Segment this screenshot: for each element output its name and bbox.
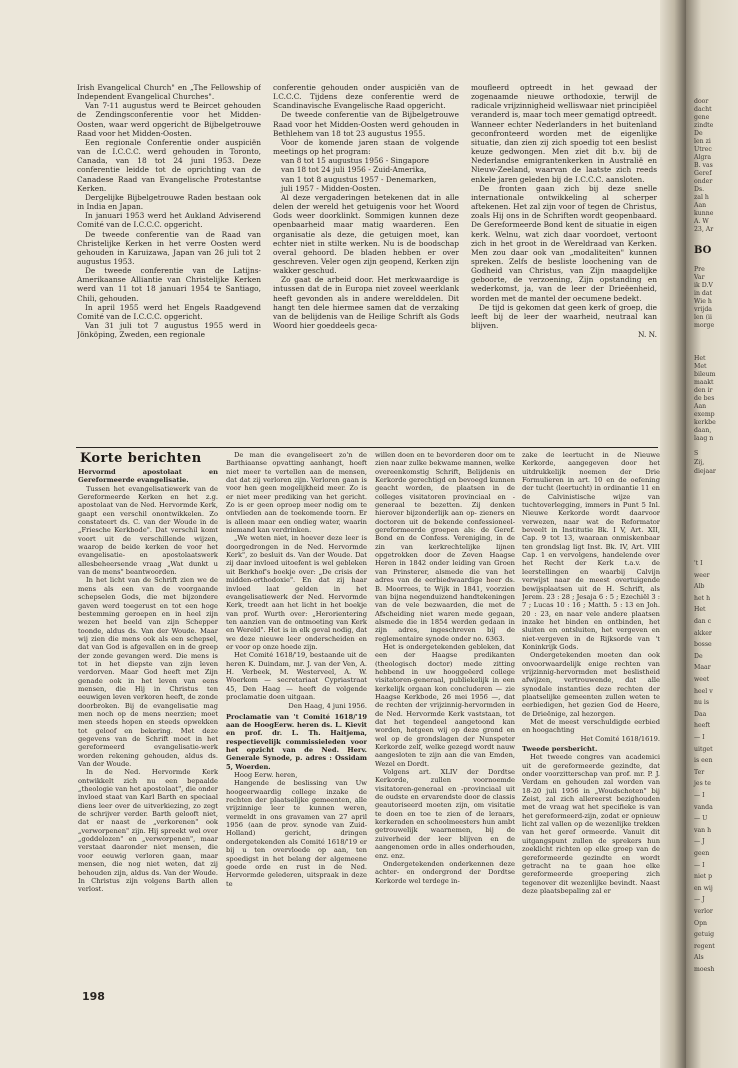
facing-page-text: de bes xyxy=(694,395,715,402)
facing-page-text: zindte xyxy=(694,122,714,129)
author-signature: N. N. xyxy=(637,330,657,340)
facing-page-text: kerkbe xyxy=(694,419,716,426)
committee-signature: Het Comité 1618/1619. xyxy=(580,734,660,743)
facing-page-text: is een xyxy=(694,757,713,765)
paragraph: Het is ondergetekenden gebleken, dat een der Haagse predikanten (theologisch doctor) mede zitting hebbend in uw hooggeëerd college visitatoren-generaal, publiekelijk in een kerkelijk orgaan kon concluderen — zie Haagse Kerkbode, 26 mei 1956 —, dat de rechten der vrijzinnig-hervormden in de Ned. Hervormde Kerk vaststaan, tot dat het tegendeel aangetoond kan worden, hetgeen wij op deze grond en wel op de grondslagen der Nunspeter Kerkorde zelf, welke gezegd wordt nauw aangesloten te zijn aan die van Emden, Wezel en Dordt. xyxy=(375,642,515,768)
facing-page-text: akker xyxy=(694,629,712,637)
paragraph: In het licht van de Schrift zien we de mens als een van de voorgaande schepselen Gods, die met bijzondere gaven werd toegerust en tot een hoge bestemming geroepen en in heel zijn wezen het beeld van zijn Schepper toonde, aldus ds. Van der Woude. Maar wij zien die mens ook als een schepsel, dat van God is afgevallen en in de greep der zonde gevangen werd. Die mens is tot in het diepste van zijn leven verdorven. Maar God heeft met Zijn genade ook in het leven van eens mensen, die Hij in Christus ten eeuwigen leven verkoren heeft, de zonde doorbroken. Bij de evangelisatie mag men noch op de mens neerzien; moet men steeds hopen en steeds opwekken tot geloof en bekering. Met deze gegevens van de Schrift moet in het gereformeerd evangelisatie-werk worden rekening gehouden, aldus ds. Van der Woude. xyxy=(78,576,218,769)
facing-page-text: daan, xyxy=(694,427,712,434)
facing-page-text: kunne xyxy=(694,210,714,217)
facing-page-text: — I xyxy=(694,792,705,799)
facing-page-text: Ds. xyxy=(694,186,705,193)
facing-page-text: De xyxy=(694,130,703,137)
facing-page-text: weet xyxy=(694,676,710,683)
paragraph: Zo gaat de arbeid door. Het merkwaardige is intussen dat de in Europa niet zoveel weerklank heeft gevonden als in andere werelddelen. Dit hangt ten dele hiermee samen dat de verzaking van de belijdenis van de Heilige Schrift als Gods Woord hier goeddeels geca- xyxy=(273,275,459,331)
facing-page-text: Als xyxy=(694,954,704,962)
facing-page-text: laag n xyxy=(694,435,714,442)
bottom-column-3 xyxy=(375,451,515,978)
facing-page-text: van h xyxy=(694,826,712,834)
paragraph: Hangende de beslissing van Uw hoogeerwaardig college inzake de rechten der plaatselijke gemeenten, alle vrijzinnige leer te kunnen weren, vermeldt in ons gravamen van 27 april 1956 (aan de prov. synode van Zuid-Holland) gericht, dringen ondergetekenden als Comité 1618/'19 er bij u ten overvloede op aan, ten spoedigst in het belang der algemeene goede orde en rust in de Ned. Hervormde gelederen, uitspraak in deze te xyxy=(226,779,367,888)
facing-page-text: getuig xyxy=(694,931,715,939)
facing-page-text: regent xyxy=(694,942,715,950)
paragraph: In de Ned. Hervormde Kerk ontwikkelt zich nu een bepaalde „theologie van het apostolaat", die onder invloed staat van Karl Barth en speciaal diens leer over de uitverkiezing, zo zegt de schrijver verder. Barth gelooft niet, dat er naast de „verkorenen" ook „verworpenen" zijn. Hij spreekt wel over „goddelozen" en „verworpenen", maar verstaat daaronder niet mensen, die voor eeuwig verloren gaan, maar mensen, die nog niet weten, dat zij behouden zijn, aldus ds. Van der Woude. In Christus zijn volgens Barth allen verlost. xyxy=(78,768,218,894)
facing-page-text: ik D.V xyxy=(694,282,713,289)
paragraph: De man die evangeliseert zo'n de Barthiaanse opvatting aanhangt, hoeft niet meer te vertellen aan de mensen, dat dat zij verloren zijn. Verloren gaan is voor hen geen mogelijkheid meer. Zo is er niet meer prediking van het gericht. Zo is er geen oproep meer nodig om te ontvlieden aan de toekomende toorn. Er is alleen maar een ondieg water, waarin niemand kan verdrinken. xyxy=(226,451,367,535)
facing-page-text: 23, Ar xyxy=(694,226,714,233)
paragraph: willen doen en te bevorderen door om te zien naar zulke bekwame mannen, welke overeenkomstig Schrift, Belijdenis en Kerkorde gerechtigd en bevoegd kunnen geacht worden, de plaatsen in de colleges visitatoren provinciaal en -generaal te bezetten. Zij denken hierover bijzonderlijk aan op- zieners en doctoren uit de bekende confessioneel-gereformeerde groepen als: de Geref. Bond en de Confess. Vereniging, in de zin van kerkrechtelijke lijnen opgetrokken door de Zeven Haagse Heren in 1842 onder leiding van Groen van Prinsterer, alsmede die van het adres van de eerbiedwaardige heer ds. B. Moorrees, te Wijk in 1841, voorzien van bijna negenduizend handtekeningen van de vele bezwaarden, die met de Afscheiding niet waren mede gegaan, alsmede die in 1854 werden gedaan in zijn adres, ingeschreven bij de reglementaire synode onder no. 6363. xyxy=(375,451,515,643)
paragraph: Voor de komende jaren staan de volgende meetings op het program: xyxy=(273,137,459,157)
facing-page-text: Maar xyxy=(694,664,711,672)
facing-page-fragment xyxy=(686,0,738,1068)
facing-page-text: len zi xyxy=(694,138,711,145)
paragraph: De tweede conferentie van de Bijbelgetrouwe Raad voor het Midden-Oosten werd gehouden in Bethlehem van 18 tot 23 augustus 1955. xyxy=(273,110,459,138)
facing-page-text: weer xyxy=(694,571,710,579)
facing-page-text: Met xyxy=(694,363,707,370)
paragraph: De tweede conferentie van de Latijns-Amerikaanse Alliantie van Christelijke Kerken werd van 11 tot 18 januari 1954 te Santiago, Chili, gehouden. xyxy=(77,266,261,303)
facing-page-text: 't I xyxy=(694,560,703,567)
page-number: 198 xyxy=(82,990,105,1003)
top-column-2 xyxy=(273,83,459,383)
facing-page-text: A. W xyxy=(694,218,709,225)
facing-page-text: Pre xyxy=(694,266,705,273)
paragraph: Van 31 juli tot 7 augustus 1955 werd in Jönköping, Zweden, een regionale xyxy=(77,321,261,340)
paragraph: Het tweede congres van academici uit de gereformeerde gezindte, dat onder voorzitterschap van prof. mr. P. J. Verdam en gehouden zal worden van 18-20 juli 1956 in „Woudschoten" bij Zeist, zal zich allereerst bezighouden met de vraag wat het specifieke is van het gereformeerd-zijn, zodat er opnieuw licht zal vallen op de wezenlijke trekken van het geref ormeerde. Vanuit dit uitgangspunt zullen de sprekers hun zoeklicht richten op elke groep van de gereformeerde gezindte en wordt getracht na te gaan hoe elke gereformeerde groepering zich tegenover dit wezenlijke bevindt. Naast deze plaatsbepaling zal er xyxy=(522,753,660,895)
facing-page-text: — I xyxy=(694,734,705,741)
facing-page-text: en wij xyxy=(694,884,713,892)
facing-page-text: bileum xyxy=(694,371,716,378)
facing-page-text: dacht xyxy=(694,106,712,113)
facing-page-text: gene xyxy=(694,114,710,121)
facing-page-text: uitget xyxy=(694,745,713,753)
facing-page-text: Zij, xyxy=(694,459,705,466)
facing-page-text: het h xyxy=(694,594,711,602)
facing-page-text: den ir xyxy=(694,387,713,394)
facing-page-text: diejaar xyxy=(694,468,716,475)
facing-page-text: in dat xyxy=(694,290,713,297)
facing-page-text: Wie h xyxy=(694,298,712,305)
facing-page-text: Opn xyxy=(694,919,708,927)
paragraph: Het Comité 1618/'19, bestaande uit de heren K. Duindam, mr. J. van der Ven, A. H. Verbeek, M. Westerveel, A. W. Woerkom — secretariaat Cypriastraat 45, Den Haag — heeft de volgende proclamatie doen uitgaan. xyxy=(226,651,367,701)
paragraph: Al deze vergaderingen betekenen dat in alle delen der wereld het getuigenis voor het Woord Gods weer doorklinkt. Sommigen kunnen deze openbaarheid maar matig waarderen. Een organisatie als deze, die getuigen moet, kan echter niet in stilte werken. Nu is de boodschap overal gehoord. De bladen hebben er over geschreven. Veler ogen zijn geopend, Kerken zijn wakker geschud. xyxy=(273,192,459,276)
facing-page-text: onder xyxy=(694,178,713,185)
paragraph: Een regionale Conferentie onder auspiciën van de I.C.C.C. werd gehouden in Toronto, Canada, van 18 tot 24 juni 1953. Deze conferentie leidde tot de oprichting van de Canadese Raad van Evangelische Protestantse Kerken. xyxy=(77,137,261,193)
paragraph: De tweede conferentie van de Raad van Christelijke Kerken in het verre Oosten werd gehouden in Karuizawa, Japan van 26 juli tot 2 augustus 1953. xyxy=(77,229,261,266)
facing-page-text: Het xyxy=(694,606,706,614)
paragraph: Ondergetekenden moeten dan ook onvoorwaardelijk enige rechten van vrijzinnig-hervormden met beslistheid afwijzen, vertrouwende, dat alle synodale instanties deze rechten der plaatselijke gemeenten zullen weten te eerbiedigen, het gezien God de Heere, de Drieënige, zal hezorgen. xyxy=(522,651,660,718)
facing-page-text: S xyxy=(694,450,699,457)
paragraph: Ondergetekenden onderkennen deze achter- en ondergrond der Dordtse Kerkorde wel terdege in- xyxy=(375,859,515,885)
paragraph: De fronten gaan zich bij deze snelle internationale ontwikkeling al scherper aftekenen. Het zal zijn voor of tegen de Christus, zoals Hij ons in de Schriften wordt geopenbaard. De Gereformeerde Bond kent de situatie in eigen kerk. Welnu, wat zich daar voordoet, vertoont zich in het groot in de Wereldraad van Kerken. Men zou daar ook van „modaliteiten" kunnen spreken. Zelfs de besliste loochening van de Godheid van Christus, van Zijn maagdelijke geboorte, de verzoening, Zijn opstanding en wederkomst, ja, van de leer der Drieëenheid, worden met de mantel der oecumene bedekt. xyxy=(471,183,657,303)
top-column-1 xyxy=(77,83,261,383)
facing-page-text: moesh xyxy=(694,966,715,973)
facing-page-text: bosse xyxy=(694,641,712,649)
facing-page-text: — J xyxy=(694,838,705,846)
facing-page-text: geen xyxy=(694,850,710,857)
facing-page-text: — I xyxy=(694,861,705,869)
paragraph: In april 1955 werd het Engels Raadgevend Comité van de I.C.C.C. opgericht. xyxy=(77,302,261,321)
facing-page-text: verlor xyxy=(694,908,713,915)
facing-page-text: Alb xyxy=(694,583,705,591)
facing-page-text: Algra xyxy=(694,154,712,161)
facing-page-text: Ter xyxy=(694,768,705,776)
facing-page-text: Geref xyxy=(694,170,712,177)
paragraph: Van 7-11 augustus werd te Beircet gehouden de Zendingsconferentie voor het Midden-Oosten, waar werd opgericht de Bijbelgetrouwe Raad voor het Midden-Oosten. xyxy=(77,101,261,138)
section-divider xyxy=(76,447,658,448)
facing-page-text: maakt xyxy=(694,379,714,386)
facing-page-text: niet p xyxy=(694,873,713,881)
paragraph: In januari 1953 werd het Aukland Adviserend Comité van de I.C.C.C. opgericht. xyxy=(77,211,261,230)
facing-page-text: vanda xyxy=(694,803,713,811)
facing-page-text: — J xyxy=(694,896,705,904)
salutation: Hoog Eerw. heren, xyxy=(234,771,298,780)
facing-page-text: Var xyxy=(694,274,705,281)
schedule-line: van 18 tot 24 juli 1956 - Zuid-Amerika, xyxy=(281,165,427,175)
dateline: Den Haag, 4 juni 1956. xyxy=(288,702,367,711)
paragraph: De tijd is gekomen dat geen kerk of groep, die leeft bij de leer der waarheid, neutraal kan blijven. xyxy=(471,302,657,331)
facing-page-text: morge xyxy=(694,322,715,329)
facing-page-text: Utrec xyxy=(694,146,712,153)
facing-page-heading: BO xyxy=(694,245,712,256)
section-title: Korte berichten xyxy=(80,451,202,466)
facing-page-text: — U xyxy=(694,815,708,823)
paragraph: zake de leertucht in de Nieuwe Kerkorde, aangegeven door het uitdrukkelijk noemen der Drie Formulieren in art. 10 en de oefening der tucht (leertucht) in ordinantie 11 en de Calvinistische wijze van tuchtoverlegging, immers in Punt 5 Inl. Nieuwe Kerkorde wordt daarvoor verwezen, naar wat de Reformator beveelt in Institutie Bk. I V, Art. XII, Cap. 9 tot 13, waaraan onmiskenbaar ten grondslag ligt Inst. Bk. IV, Art. VIII Cap. 1 en vervolgens, handelende over het Recht der Kerk t.a.v. de leerstellingen en waarbij Calvijn verwijst naar de meest overtuigende bewijsplaatsen uit de H. Schrift, als Jerem. 23 : 28 ; Jesaja 6 : 5 ; Ezechiël 3 : 7 ; Lucas 10 : 16 ; Matth. 5 : 13 en Joh. 20 : 23, en naar vele andere plaatsen inzake het binden en ontbinden, het sluiten en ontsluiten, het vergeven en niet-vergeven in de Rijksorde van 't Koninkrijk Gods. xyxy=(522,451,660,651)
paragraph: Met de meest verschuldigde eerbied en hoogachting xyxy=(522,718,660,735)
facing-page-text: exemp xyxy=(694,411,715,418)
facing-page-text: Aan xyxy=(694,403,707,410)
facing-page-text: vrijda xyxy=(694,306,713,313)
bottom-column-2 xyxy=(226,451,367,978)
facing-page-text: len (ii xyxy=(694,314,712,321)
schedule-line: van 1 tot 8 augustus 1957 - Denemarken, xyxy=(281,174,437,184)
facing-page-text: heeft xyxy=(694,722,711,730)
facing-page-text: door xyxy=(694,98,709,105)
paragraph: Volgens art. XLIV der Dordtse Kerkorde, zullen voornoemde visitatoren-generaal en -provinciaal uit de oudste en ervarendste door de classis geautoriseerd moeten zijn, om visitatie te doen en toe te zien of de leraars, kerkeraden en schoolmeesters hun ambt getrouwelijk waarnemen, bij de zuiverheid der leer blijven en de aangenomen orde in alles onderhouden, enz. enz. xyxy=(375,768,515,860)
article-heading: Tweede persbericht. xyxy=(522,745,598,754)
article-heading: Hervormd apostolaat en Gereformeerde evangelisatie. xyxy=(78,468,218,485)
book-gutter xyxy=(660,0,686,1068)
facing-page-text: heel v xyxy=(694,687,713,695)
facing-page-text: Daa xyxy=(694,710,707,718)
facing-page-text: jes te xyxy=(694,780,711,788)
schedule-line: van 8 tot 15 augustus 1956 - Singapore xyxy=(281,156,429,166)
bottom-column-4 xyxy=(522,451,660,978)
facing-page-text: dan c xyxy=(694,618,712,625)
paragraph: „We weten niet, in hoever deze leer is doorgedrongen in de Ned. Hervormde Kerk", zo besluit ds. Van der Woude. Dat zij daar invloed uitoefent is wel gebleken uit Berkhof's boekje over: „De crisis der midden-orthodoxie". En dat zij haar invloed laat gelden in het evangelisatiewerk der Ned. Hervormde Kerk, treedt aan het licht in het boekje van prof. Wurth over: „Herorientering ten aanzien van de ontmoeting van Kerk en Wereld". Het is in elk geval nodig, dat we deze nieuwe leer onderscheiden en er voor op onze hoede zijn. xyxy=(226,534,367,651)
facing-page-text: De xyxy=(694,652,703,660)
schedule-line: juli 1957 - Midden-Oosten. xyxy=(281,183,381,193)
paragraph: Dergelijke Bijbelgetrouwe Raden bestaan ook in India en Japan. xyxy=(77,192,261,212)
paragraph: Irish Evangelical Church" en „The Fellowship of Independent Evangelical Churches". xyxy=(77,83,261,102)
paragraph: conferentie gehouden onder auspiciën van de I.C.C.C. Tijdens deze conferentie werd de Scandinavische Evangelische Raad opgericht. xyxy=(273,83,459,111)
proclamation-heading: Proclamatie van 't Comité 1618/'19 aan de HoogEerw. heren ds. L. Kievit en prof. dr. L. Th. Haitjema, respectievelijk commissieleden voor het opzicht van de Ned. Herv. Generale Synode, p. adres : Ossidam 5, Woerden. xyxy=(226,712,367,771)
facing-page-text: B. vas xyxy=(694,162,713,169)
facing-page-text: Aan xyxy=(694,202,707,209)
facing-page-text: Het xyxy=(694,355,706,362)
facing-page-text: nu is xyxy=(694,699,710,707)
top-column-3 xyxy=(471,83,657,388)
paragraph: Tussen het evangelisatiewerk van de Gereformeerde Kerken en het z.g. apostolaat van de Ned. Hervormde Kerk, gaapt een verschil onontwikkelen. Zo constateert ds. C. van der Woude in de „Friesche Kerkbode". Dat verschil komt voort uit de verschillende wijzen, waarop de beide kerken de voor het evangelisatie- en apostolaatswerk allesbeheersende vraag „Wat dunkt u van de mens" beantwoorden. xyxy=(78,484,218,577)
facing-page-text: zal h xyxy=(694,194,709,201)
bottom-column-1 xyxy=(78,466,218,978)
paragraph: moufleerd optreedt in het gewaad der zogenaamde nieuwe orthodoxie, terwijl de radicale vrijzinnigheid welliswaar niet principiëel veranderd is, maar toch meer gematigd optreedt. Wanneer echter Nederlanders in het buitenland geconfronteerd worden met de eigenlijke situatie, dan zien zij zich spoedig tot een beslist keuze gedwongen. Men ziet dit b.v. bij de Nederlandse emigrantenkerken in Australië en Nieuw-Zeeland, waarvan de laatste zich reeds enkele jaren geleden bij de I.C.C.C. aansloten. xyxy=(471,83,657,184)
